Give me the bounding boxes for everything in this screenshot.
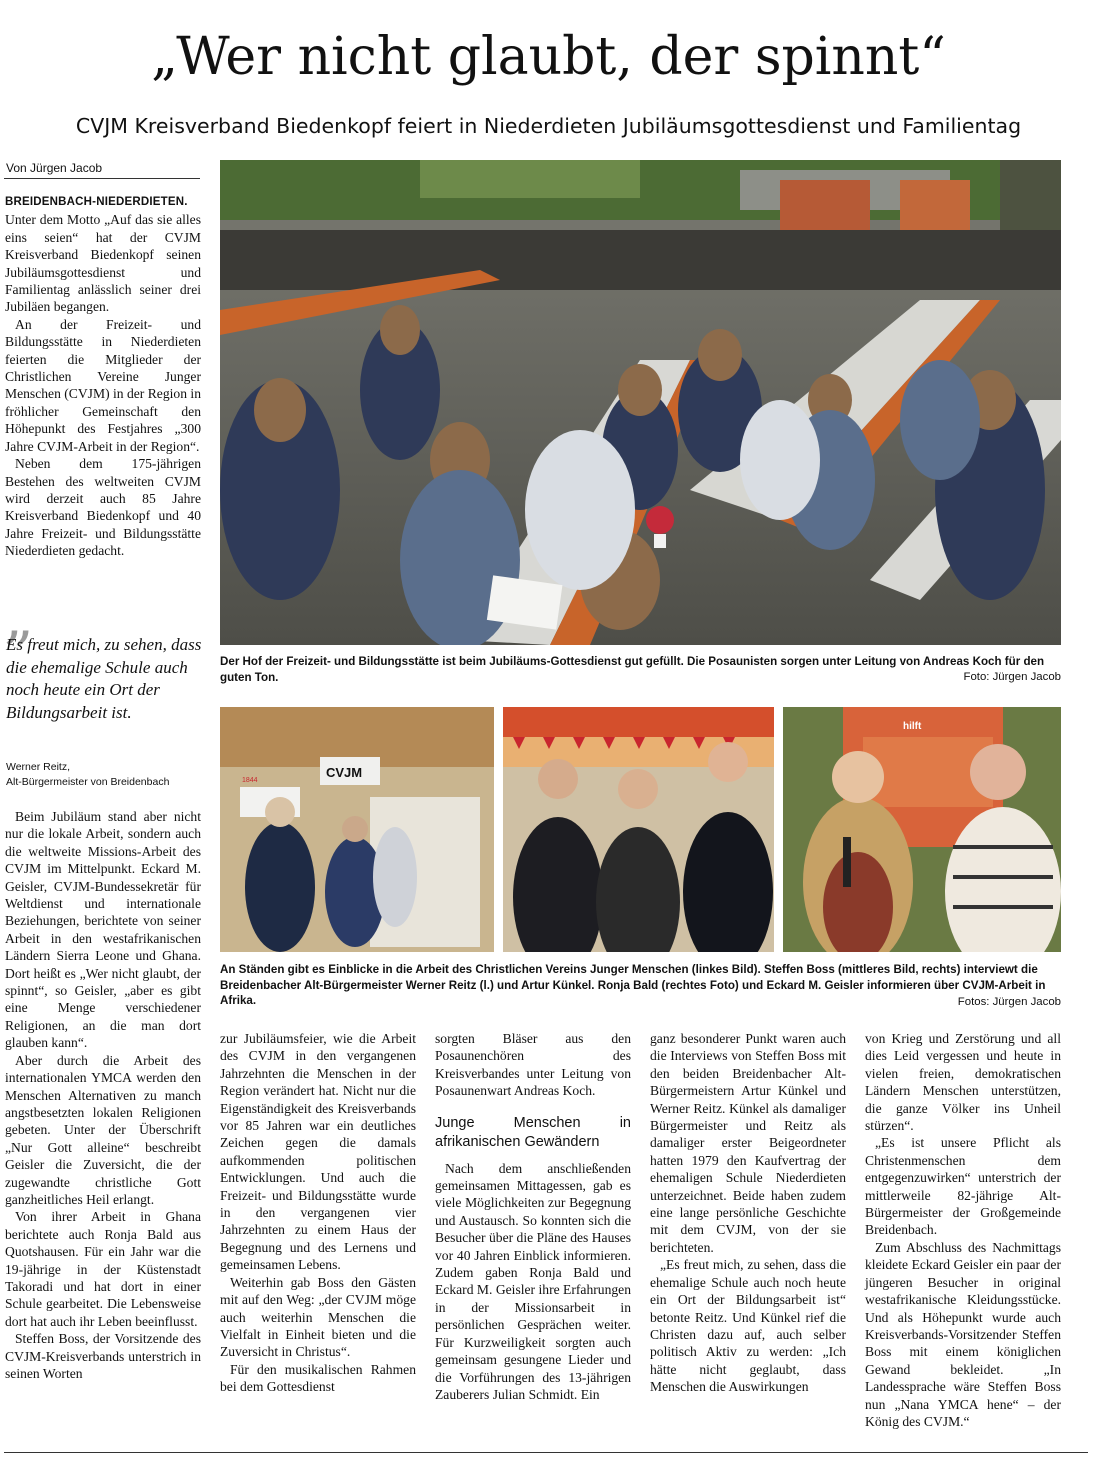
column-4 [650,1030,846,1396]
photo-interview-image [503,707,774,952]
cvjm-sign: CVJM [326,765,363,780]
paragraph: Von ihrer Arbeit in Ghana berichtete auch Ronja Bald aus Quotshausen. Für ein Jahr war die 19-jährige in der Küstenstadt Takoradi und hat dort in einer Schule gearbeitet. Die Lebensweise dort hat auch ihr Leben beeinflusst. [5,1209,201,1329]
paragraph: zur Jubiläumsfeier, wie die Arbeit des CVJM in den vergangenen Jahrzehnten die Menschen in der Region verändert hat. Nicht nur die Eigenständigkeit des Kreisverbands vor 85 Jahren war ein deutliches Zeichen gegen die damals aufkommenden politischen Entwicklungen. Und auch die Freizeit- und Bildungsstätte wurde in den vergangenen vier Jahrzehnten zu einem Haus der Begegnung und des Lernens und gemeinsamen Lebens. [220,1031,416,1273]
column-2 [220,1030,416,1396]
section-subheading: Junge Menschen in afrikanischen Gewändern [435,1114,631,1150]
bottom-rule [4,1452,1088,1453]
paragraph: An der Freizeit- und Bildungsstätte in Niederdieten feierten die Mitglieder der Christlichen Vereine Junger Menschen (CVJM) in der Region in fröhlicher Gemeinschaft den Höhepunkt des Festjahres „300 Jahre CVJM-Arbeit in der Region“. [5,316,201,454]
photo-stands-image [220,707,494,952]
byline-rule [4,178,200,179]
photo-stands [220,707,494,952]
main-photo [220,160,1061,645]
paragraph: Unter dem Motto „Auf das sie alles eins seien“ hat der CVJM Kreisverband Biedenkopf seinen Jubiläumsgottesdienst und Familientag anlässlich seiner drei Jubiläen begangen. [5,212,201,315]
paragraph: Steffen Boss, der Vorsitzende des CVJM-Kreisverbands unterstrich in seinen Worten [5,1331,201,1381]
subheadline: CVJM Kreisverband Biedenkopf feiert in Niederdieten Jubiläumsgottesdienst und Familientag [75,114,1022,138]
paragraph: ganz besonderer Punkt waren auch die Interviews von Steffen Boss mit den beiden Breidenbacher Alt-Bürgermeistern Artur Künkel und Werner Reitz. Künkel als damaliger Bürgermeister und Reitz als damaliger erster Beigeordneter hatten 1979 den Kaufvertrag der ehemaligen Schule Niederdieten unterzeichnet. Beide haben zudem eine lange persönliche Geschichte mit dem CVJM, von der sie berichteten. [650,1031,846,1255]
photo-africa [783,707,1061,952]
dateline: BREIDENBACH-NIEDERDIETEN. [5,196,188,208]
column-1-rest [5,808,201,1382]
pull-quote-source [6,760,202,790]
paragraph: Weiterhin gab Boss den Gästen mit auf den Weg: „der CVJM möge auch weiterhin Menschen die Vielfalt in Einheit bieten und die Zuversicht in Christus“. [220,1274,416,1360]
paragraph: Neben dem 175-jährigen Bestehen des weltweiten CVJM wird derzeit auch 85 Jahre Kreisverband Biedenkopf und 40 Jahre Freizeit- und Bildungsstätte Niederdieten gedacht. [5,456,201,559]
paragraph: Nach dem anschließenden gemeinsamen Mittagessen, gab es viele Möglichkeiten zur Begegnung und Austausch. So konnten sich die Besucher über die Pläne des Hauses vor 40 Jahren Einblick informieren. Zudem gaben Ronja Bald und Eckard M. Geisler ihre Erfahrungen in der Missionsarbeit in persönlichen Gesprächen weiter. Für Kurzweiligkeit sorgten auch gemeinsam gesungene Lieder und die Vorführungen des 13-jährigen Zauberers Julian Schmidt. Ein [435,1160,631,1402]
caption-main: Der Hof der Freizeit- und Bildungsstätte ist beim Jubiläums-Gottesdienst gut gefüllt. Die Posaunisten sorgen unter Leitung von Andreas Koch für den guten Ton. [220,655,1045,684]
paragraph: „Es freut mich, zu sehen, dass die ehemalige Schule auch noch heute ein Ort der Bildungsarbeit ist“ betonte Reitz. Und Künkel rief die Christen dazu auf, auch selber politisch Aktiv zu werden: „Ich hätte nicht geglaubt, dass Menschen die Auswirkungen [650,1257,846,1395]
paragraph [5,192,201,211]
paragraph: Aber durch die Arbeit des internationalen YMCA werden den Menschen Alternativen zu manch angstbesetzten lokalen Religionen gebeten. Unter der Überschrift „Nur Gott alleine“ beschreibt Geisler die Zuversicht, die der zugewandte christliche Gott ganzheitliches Heil erlangt. [5,1052,201,1207]
pull-quote: Es freut mich, zu sehen, dass die ehemalige Schule auch noch heute ein Ort der Bildungsarbeit ist. [6,635,202,722]
main-photo-image [220,160,1061,645]
quote-role: Alt-Bürgermeister von Breidenbach [6,776,170,788]
paragraph: von Krieg und Zerstörung und all dies Leid vergessen und heute in vielen freien, demokratischen Ländern Menschen unterstützen, die ganze Völker ins Unheil stürzen“. [865,1031,1061,1134]
photo-interview [503,707,774,952]
banner-tag: hilft [903,721,922,732]
year-sign: 1844 [242,777,258,784]
paragraph: Zum Abschluss des Nachmittags kleidete Eckard Geisler ein paar der jüngeren Besucher in original westafrikanische Kleidungsstücke. Und als Höhepunkt wurde auch Kreisverbands-Vorsitzender Steffen Boss mit einem königlichen Gewand bekleidet. „In Landessprache wäre Steffen Boss nun „Nana YMCA hene“ – der König des CVJM.“ [865,1239,1061,1429]
paragraph: „Es ist unsere Pflicht als Christenmenschen dem entgegenzuwirken“ unterstrich der mittlerweile 82-jährige Alt-Bürgermeister der Großgemeinde Breidenbach. [865,1135,1061,1238]
column-3 [435,1030,631,1403]
quote-name: Werner Reitz, [6,761,70,773]
paragraph: Für den musikalischen Rahmen bei dem Gottesdienst [220,1361,416,1395]
credit-main: Foto: Jürgen Jacob [963,671,1061,683]
headline: „Wer nicht glaubt, der spinnt“ [151,27,946,87]
column-5 [865,1030,1061,1430]
caption-row: An Ständen gibt es Einblicke in die Arbeit des Christlichen Vereins Junger Menschen (linkes Bild). Steffen Boss (mittleres Bild, rechts) interviewt die Breidenbacher Alt-Bürgermeister Werner Reitz (l.) und Artur Künkel. Ronja Bald (rechtes Foto) und Eckard M. Geisler informieren über CVJM-Arbeit in Afrika. [220,963,1046,1008]
paragraph: sorgten Bläser aus den Posaunenchören des Kreisverbandes unter Leitung von Posaunenwart Andreas Koch. [435,1031,631,1099]
quote-mark-icon: „ [4,583,35,651]
photo-africa-image [783,707,1061,952]
author-byline: Von Jürgen Jacob [6,161,103,175]
credit-row: Fotos: Jürgen Jacob [957,996,1061,1008]
paragraph: Beim Jubiläum stand aber nicht nur die lokale Arbeit, sondern auch die weltweite Missions-Arbeit des CVJM im Mittelpunkt. Eckard M. Geisler, CVJM-Bundessekretär für Weltdienst und internationale Beziehungen, berichtete von seiner Arbeit in den westafrikanischen Ländern Sierra Leone und Ghana. Dort heißt es „Wer nicht glaubt, der spinnt“, so Geisler, „aber es gibt eine Menge verschiedener Religionen, an die man dort glauben kann“. [5,809,201,1051]
intro-text [5,192,201,560]
